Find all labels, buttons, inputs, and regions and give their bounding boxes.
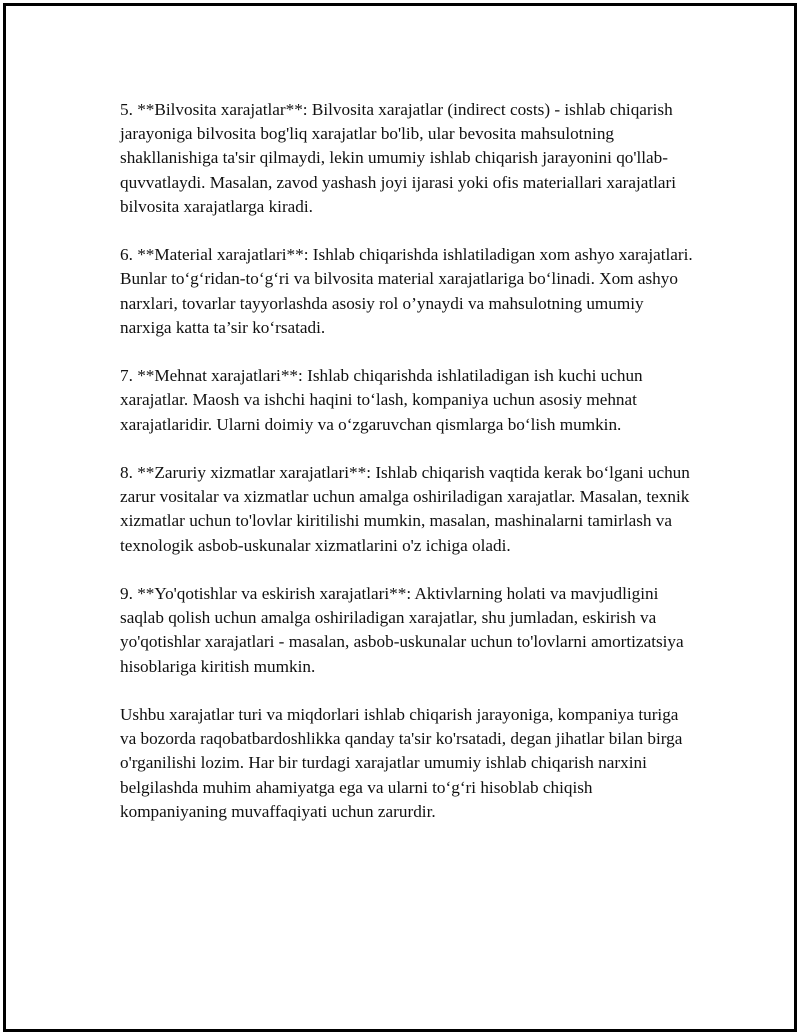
paragraph-indirect-costs: 5. **Bilvosita xarajatlar**: Bilvosita xarajatlar (indirect costs) - ishlab chiqarish jarayoniga bilvosita bog'liq xarajatlar bo'lib, ular bevosita mahsulotning shakllanishiga ta'sir qilmaydi, lekin umumiy ishlab chiqarish jarayonini qo'llab-quvvatlaydi. Masalan, zavod yashash joyi ijarasi yoki ofis materiallari xarajatlari bilvosita xarajatlarga kiradi. [120, 100, 677, 216]
paragraph-material-costs: 6. **Material xarajatlari**: Ishlab chiqarishda ishlatiladigan xom ashyo xarajatlari. Bunlar to‘g‘ridan-to‘g‘ri va bilvosita material xarajatlariga bo‘linadi. Xom ashyo narxlari, tovarlar tayyorlashda asosiy rol o’ynaydi va mahsulotning umumiy narxiga katta ta’sir ko‘rsatadi. [120, 245, 693, 337]
paragraph-conclusion: Ushbu xarajatlar turi va miqdorlari ishlab chiqarish jarayoniga, kompaniya turiga va bozorda raqobatbardoshlikka qanday ta'sir ko'rsatadi, degan jihatlar bilan birga o'rganilishi lozim. Har bir turdagi xarajatlar umumiy ishlab chiqarish narxini belgilashda muhim ahamiyatga ega va ularni to‘g‘ri hisoblab chiqish kompaniyaning muvaffaqiyati uchun zarurdir. [120, 705, 683, 821]
paragraph-service-costs: 8. **Zaruriy xizmatlar xarajatlari**: Ishlab chiqarish vaqtida kerak bo‘lgani uchun zarur vositalar va xizmatlar uchun amalga oshiriladigan xarajatlar. Masalan, texnik xizmatlar uchun to'lovlar kiritilishi mumkin, masalan, mashinalarni tamirlash va texnologik asbob-uskunalar xizmatlarini o'z ichiga oladi. [120, 463, 690, 555]
document-body [120, 98, 694, 824]
paragraph-depreciation-costs: 9. **Yo'qotishlar va eskirish xarajatlari**: Aktivlarning holati va mavjudligini saqlab qolish uchun amalga oshiriladigan xarajatlar, shu jumladan, eskirish va yo'qotishlar xarajatlari - masalan, asbob-uskunalar uchun to'lovlarni amortizatsiya hisoblariga kiritish mumkin. [120, 584, 684, 676]
page-frame [3, 3, 797, 1032]
paragraph-labor-costs: 7. **Mehnat xarajatlari**: Ishlab chiqarishda ishlatiladigan ish kuchi uchun xarajatlar. Maosh va ishchi haqini to‘lash, kompaniya uchun asosiy mehnat xarajatlaridir. Ularni doimiy va o‘zgaruvchan qismlarga bo‘lish mumkin. [120, 366, 643, 434]
